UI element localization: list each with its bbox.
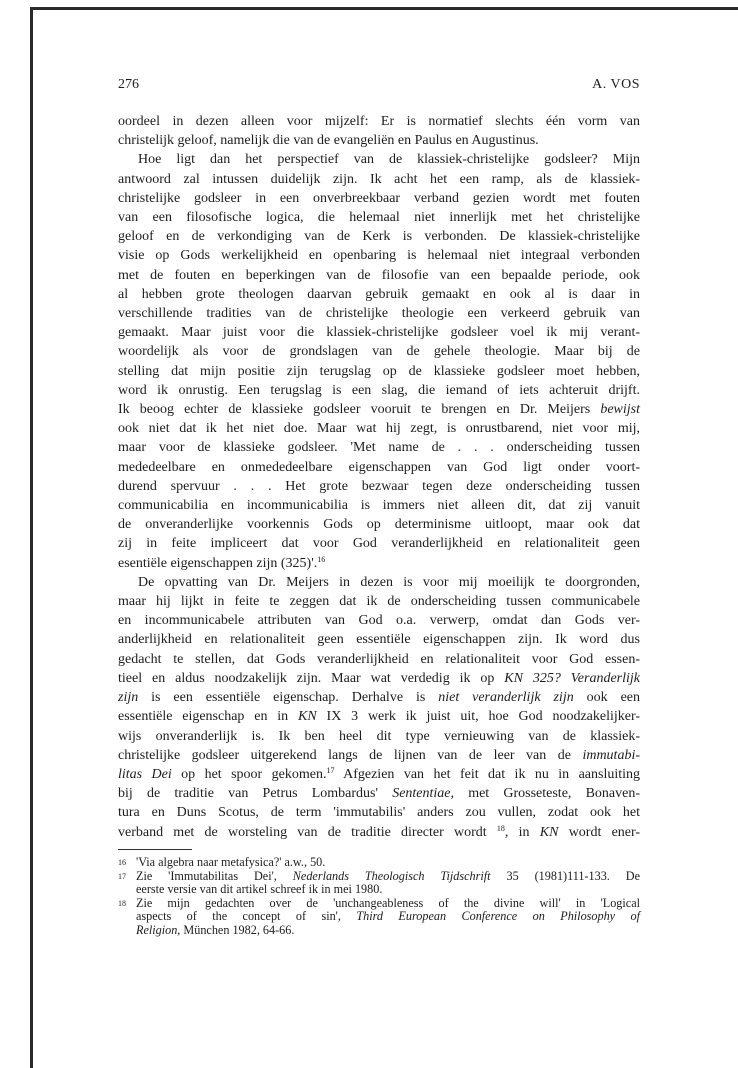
footnote-17: [118, 870, 640, 897]
text-line: maar hij lijkt in feite te zeggen dat ik de onderscheiding tussen communicabele: [118, 594, 640, 610]
italic-term: litas Dei: [118, 766, 172, 782]
text-line: van een filosofische logica, die helemaal niet innerlijk met het christelijke: [118, 210, 640, 226]
text-line: woordelijk als voor de grondslagen van de gehele theologie. Maar bij de: [118, 344, 640, 360]
italic-term: KN: [298, 709, 317, 725]
footnote-line: [136, 870, 640, 884]
text-line: met de fouten en beperkingen van de filosofie van een bepaalde periode, ook: [118, 267, 640, 283]
text-line: ook niet dat ik het niet doe. Maar wat hij zegt, is onrustbarend, niet voor mij,: [118, 421, 640, 437]
body-text: [118, 112, 640, 842]
text-line: visie op Gods werkelijkheid en openbaring is helemaal niet integraal verbonden: [118, 248, 640, 264]
text-segment: christelijke godsleer uitgerekend langs de lijnen van de leer van de: [118, 747, 571, 763]
italic-term: bewijst: [600, 402, 640, 418]
footnote-line: [136, 924, 640, 938]
text-line: Hoe ligt dan het perspectief van de klassiek-christelijke godsleer? Mijn: [138, 152, 640, 168]
text-line: wijs onveranderlijk is. Ik ben heel dit type vernieuwing van de klassiek-: [118, 728, 640, 744]
footnote-ref: 17: [326, 765, 335, 775]
text-line: communicabilia en incommunicabilia is immers niet alleen dit, dat zij vanuit: [118, 498, 640, 514]
text-line: [118, 707, 640, 726]
text-line: [118, 823, 640, 842]
italic-term: Sententiae,: [392, 786, 455, 802]
footnote-line: eerste versie van dit artikel schreef ik in mei 1980.: [136, 882, 383, 897]
page-number: 276: [118, 77, 139, 92]
text-line: [118, 554, 640, 573]
footnote-16: [118, 856, 640, 870]
text-segment: Afgezien van het feit dat ik nu in aansluiting: [343, 766, 641, 782]
text-line: [118, 746, 640, 765]
footnote-line: [136, 910, 640, 924]
text-line: tura en Duns Scotus, de term 'immutabilis' anders zou vullen, zodat ook het: [118, 805, 640, 821]
italic-term: immutabi-: [582, 747, 640, 763]
footnote-text: 'Via algebra naar metafysica?' a.w., 50.: [136, 855, 326, 869]
footnote-18: [118, 897, 640, 938]
text-line: gedacht te stellen, dat Gods veranderlijkheid en relationaliteit voor God essen-: [118, 651, 640, 667]
text-line: gemaakt. Maar juist voor die klassiek-christelijke godsleer voel ik mij verant-: [118, 325, 640, 341]
text-segment: op het spoor gekomen.: [181, 766, 327, 782]
text-line: al hebben grote theologen daarvan gebruik gemaakt en ook al is daar in: [118, 286, 640, 302]
text-segment: is een essentiële eigenschap. Derhalve is: [151, 690, 426, 706]
text-segment: aspects of the concept of sin',: [136, 909, 341, 924]
text-line: De opvatting van Dr. Meijers in dezen is voor mij moeilijk te doorgronden,: [138, 574, 640, 590]
text-line: maar voor de klassieke godsleer. 'Met name de . . . onderscheiding tussen: [118, 440, 640, 456]
footnotes: [118, 856, 640, 938]
italic-term: Third European Conference on Philosophy of: [356, 909, 641, 924]
italic-term: KN: [539, 824, 559, 840]
text-line: antwoord zal intussen duidelijk zijn. Ik acht het een ramp, als de klassiek-: [118, 171, 640, 187]
text-line: en incommunicabele attributen van God o.a. verwerp, omdat dan Gods ver-: [118, 613, 640, 629]
text-segment: tieel en aldus noodzakelijk zijn. Maar wat verdedig ik op: [118, 670, 495, 686]
footnote-ref: 16: [317, 554, 326, 564]
italic-term: niet veranderlijk zijn: [438, 690, 574, 706]
footnote-number: 17: [118, 871, 126, 881]
text-line: durend spervuur . . . Het grote bezwaar tegen deze onderscheiding tussen: [118, 478, 640, 494]
text-line: [118, 784, 640, 803]
text-line: oordeel in dezen alleen voor mijzelf: Er is normatief slechts één vorm van: [118, 114, 640, 129]
text-line: [118, 688, 640, 707]
text-line: [118, 400, 640, 419]
italic-term: Nederlands Theologisch Tijdschrift: [292, 868, 491, 883]
text-segment: ook een: [586, 690, 640, 706]
text-line: stelling dat mijn positie zijn terugslag op de klassieke godsleer moet hebben,: [118, 363, 640, 379]
text-line: mededeelbare en onmededeelbare eigenschappen van God ligt onder voort-: [118, 459, 640, 475]
running-head: [118, 77, 640, 95]
running-head-author: A. VOS: [592, 77, 640, 92]
text-line: zij in feite impliceert dat voor God veranderlijkheid en relationaliteit geen: [118, 536, 640, 552]
text-line: christelijk geloof, namelijk die van de evangeliën en Paulus en Augustinus.: [118, 133, 539, 149]
footnote-number: 18: [118, 898, 126, 908]
italic-term: Religion,: [136, 922, 181, 937]
italic-term: zijn: [118, 690, 139, 706]
text-line: word ik onrustig. Een terugslag is een slag, die iemand of iets achteruit drijft.: [118, 382, 640, 398]
footnote-number: 16: [118, 858, 126, 867]
text-segment: Zie 'Immutabilitas Dei',: [136, 868, 277, 883]
text-segment: esentiële eigenschappen zijn (325)'.: [118, 555, 318, 571]
text-segment: wordt ener-: [568, 824, 641, 840]
footnote-ref: 18: [496, 823, 505, 833]
text-line: [118, 765, 640, 784]
text-segment: bij de traditie van Petrus Lombardus': [118, 786, 379, 802]
text-line: verschillende tradities van de christelijke theologie een verkeerd gebruik van: [118, 306, 640, 322]
italic-term: Veranderlijk: [570, 670, 640, 686]
text-line: [118, 669, 640, 688]
text-segment: met Grosseteste, Bonaven-: [468, 786, 641, 802]
footnote-line: Zie mijn gedachten over de 'unchangeableness of the divine will' in 'Logical: [136, 895, 640, 910]
text-segment: Ik beoog echter de klassieke godsleer vooruit te brengen en Dr. Meijers: [118, 402, 591, 418]
italic-term: KN 325?: [504, 670, 561, 686]
text-line: geloof en de verkondiging van de Kerk is verbonden. De klassiek-christelijke: [118, 229, 640, 245]
text-line: anderlijkheid en relationaliteit geen essentiële eigenschappen zijn. Ik word dus: [118, 632, 640, 648]
text-segment: , in: [504, 824, 530, 840]
text-segment: München 1982, 64-66.: [183, 922, 295, 937]
text-line: christelijke godsleer in een onverbreekbaar verband gezien wordt met fouten: [118, 190, 640, 206]
text-segment: essentiële eigenschap en in: [118, 709, 289, 725]
footnote-rule: [118, 849, 192, 850]
text-segment: IX 3 werk ik juist uit, hoe God noodzakelijker-: [326, 709, 641, 725]
text-segment: 35 (1981)111-133. De: [506, 868, 641, 883]
text-segment: verband met de worsteling van de traditie directer wordt: [118, 824, 487, 840]
text-line: de onveranderlijke voorkennis Gods op determinisme uitloopt, maar ook dat: [118, 517, 640, 533]
